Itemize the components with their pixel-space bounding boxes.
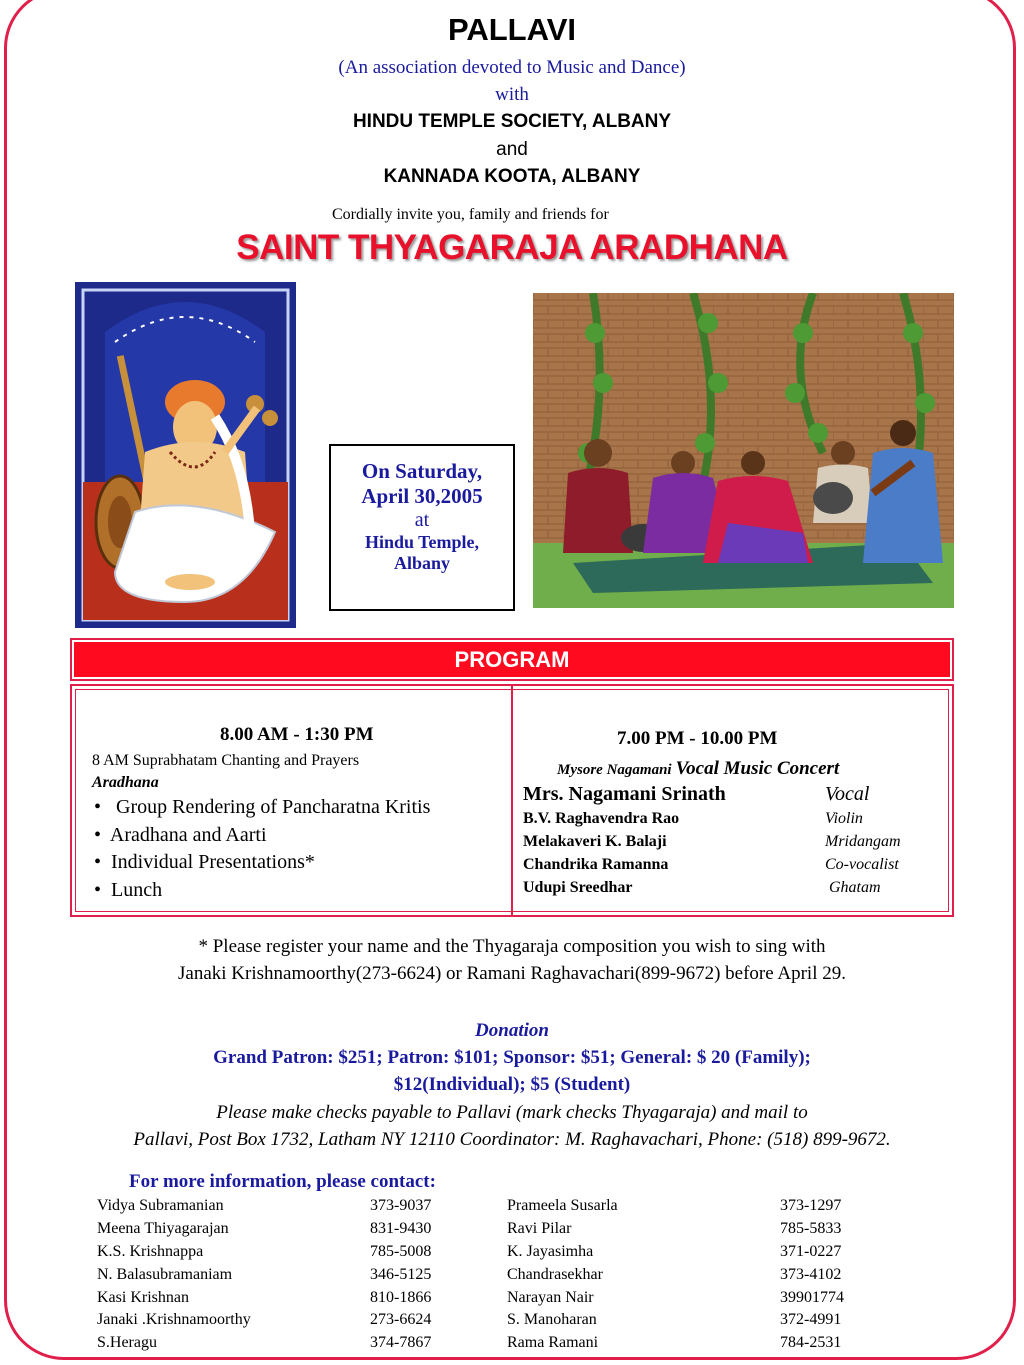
performer-1-role: Vocal xyxy=(825,783,870,805)
morning-item-2-text: Aradhana and Aarti xyxy=(109,824,267,846)
morning-item-3: • Individual Presentations* xyxy=(94,851,315,873)
concert-line xyxy=(557,758,839,780)
contact-right-name: Narayan Nair xyxy=(507,1289,594,1306)
register-line-1: * Please register your name and the Thyagaraja composition you wish to sing with xyxy=(198,936,826,957)
morning-item-1-text: Group Rendering of Pancharatna Kritis xyxy=(116,796,431,818)
performer-5-role: Ghatam xyxy=(829,879,881,896)
contact-right-phone: 371-0227 xyxy=(780,1243,842,1260)
org-tagline: (An association devoted to Music and Dance) xyxy=(338,57,686,78)
program-heading: PROGRAM xyxy=(74,642,950,677)
date-line-1: On Saturday, xyxy=(361,459,483,483)
register-line-2: Janaki Krishnamoorthy(273-6624) or Ramani Raghavachari(899-9672) before April 29. xyxy=(178,963,846,984)
date-line-2: April 30,2005 xyxy=(361,484,483,508)
morning-line-1: 8 AM Suprabhatam Chanting and Prayers xyxy=(92,752,360,769)
and-text: and xyxy=(496,139,528,160)
contact-left-phone: 273-6624 xyxy=(370,1311,432,1328)
contact-left-phone: 831-9430 xyxy=(370,1220,432,1237)
contact-right-phone: 373-1297 xyxy=(780,1197,842,1214)
contact-left-phone: 810-1866 xyxy=(370,1289,432,1306)
program-table xyxy=(70,684,954,917)
contact-right-phone: 372-4991 xyxy=(780,1311,842,1328)
contact-right-name: K. Jayasimha xyxy=(507,1243,594,1260)
contacts-heading: For more information, please contact: xyxy=(129,1171,436,1192)
contact-left-phone: 374-7867 xyxy=(370,1334,432,1351)
morning-line-2: Aradhana xyxy=(92,774,159,791)
morning-time: 8.00 AM - 1:30 PM xyxy=(220,724,374,745)
evening-time: 7.00 PM - 10.00 PM xyxy=(617,728,778,749)
partner-1: HINDU TEMPLE SOCIETY, ALBANY xyxy=(352,111,672,132)
contact-right-name: Prameela Susarla xyxy=(507,1197,618,1214)
partner-2: KANNADA KOOTA, ALBANY xyxy=(383,166,641,187)
performer-4-role: Co-vocalist xyxy=(825,856,899,873)
at-text: at xyxy=(414,509,430,531)
venue-line-2: Albany xyxy=(393,553,451,573)
event-date-box xyxy=(329,444,515,611)
morning-item-3-text: Individual Presentations* xyxy=(111,851,315,873)
performer-2-name: B.V. Raghavendra Rao xyxy=(523,810,680,827)
contact-right-name: Chandrasekhar xyxy=(507,1266,603,1283)
event-title: SAINT THYAGARAJA ARADHANA xyxy=(236,228,788,267)
program-divider xyxy=(511,686,513,915)
performer-3-role: Mridangam xyxy=(825,833,901,850)
contact-right-name: Ravi Pilar xyxy=(507,1220,572,1237)
contact-right-phone: 39901774 xyxy=(780,1289,844,1306)
invite-text: Cordially invite you, family and friends for xyxy=(332,206,609,223)
donation-line-1: Grand Patron: $251; Patron: $101; Sponsor: $51; General: $ 20 (Family); xyxy=(213,1047,811,1068)
contact-left-name: Janaki .Krishnamoorthy xyxy=(97,1311,251,1328)
contact-left-name: S.Heragu xyxy=(97,1334,157,1351)
performer-3-name: Melakaveri K. Balaji xyxy=(523,833,667,850)
performer-4-name: Chandrika Ramanna xyxy=(523,856,669,873)
contact-right-name: Rama Ramani xyxy=(507,1334,599,1351)
contact-right-phone: 784-2531 xyxy=(780,1334,842,1351)
morning-item-2: • Aradhana and Aarti xyxy=(94,824,267,846)
thyagaraja-painting xyxy=(75,282,296,628)
donation-line-4: Pallavi, Post Box 1732, Latham NY 12110 Coordinator: M. Raghavachari, Phone: (518) 899-9672. xyxy=(133,1129,891,1150)
contact-right-phone: 785-5833 xyxy=(780,1220,842,1237)
contact-left-name: Vidya Subramanian xyxy=(97,1197,224,1214)
donation-line-2: $12(Individual); $5 (Student) xyxy=(393,1074,631,1095)
concert-artist: Mysore Nagamani xyxy=(557,762,672,778)
program-header xyxy=(70,638,954,681)
contact-left-phone: 373-9037 xyxy=(370,1197,432,1214)
contact-left-phone: 346-5125 xyxy=(370,1266,432,1283)
morning-item-1: • Group Rendering of Pancharatna Kritis xyxy=(94,796,431,818)
contact-left-phone: 785-5008 xyxy=(370,1243,432,1260)
contact-left-name: N. Balasubramaniam xyxy=(97,1266,233,1283)
contact-left-name: Meena Thiyagarajan xyxy=(97,1220,229,1237)
contact-right-phone: 373-4102 xyxy=(780,1266,842,1283)
morning-item-4: • Lunch xyxy=(94,879,163,901)
org-name: PALLAVI xyxy=(447,12,576,47)
concert-title: Vocal Music Concert xyxy=(675,758,840,779)
performer-5-name: Udupi Sreedhar xyxy=(523,879,633,896)
morning-item-4-text: Lunch xyxy=(111,879,163,901)
with-text: with xyxy=(495,84,529,105)
donation-heading: Donation xyxy=(475,1020,549,1041)
venue-line-1: Hindu Temple, xyxy=(364,532,480,552)
contact-right-name: S. Manoharan xyxy=(507,1311,597,1328)
contact-left-name: K.S. Krishnappa xyxy=(97,1243,204,1260)
performer-1-name: Mrs. Nagamani Srinath xyxy=(523,783,726,805)
musicians-photo xyxy=(533,293,954,608)
donation-line-3: Please make checks payable to Pallavi (mark checks Thyagaraja) and mail to xyxy=(216,1102,808,1123)
contact-left-name: Kasi Krishnan xyxy=(97,1289,189,1306)
performer-2-role: Violin xyxy=(825,810,863,827)
